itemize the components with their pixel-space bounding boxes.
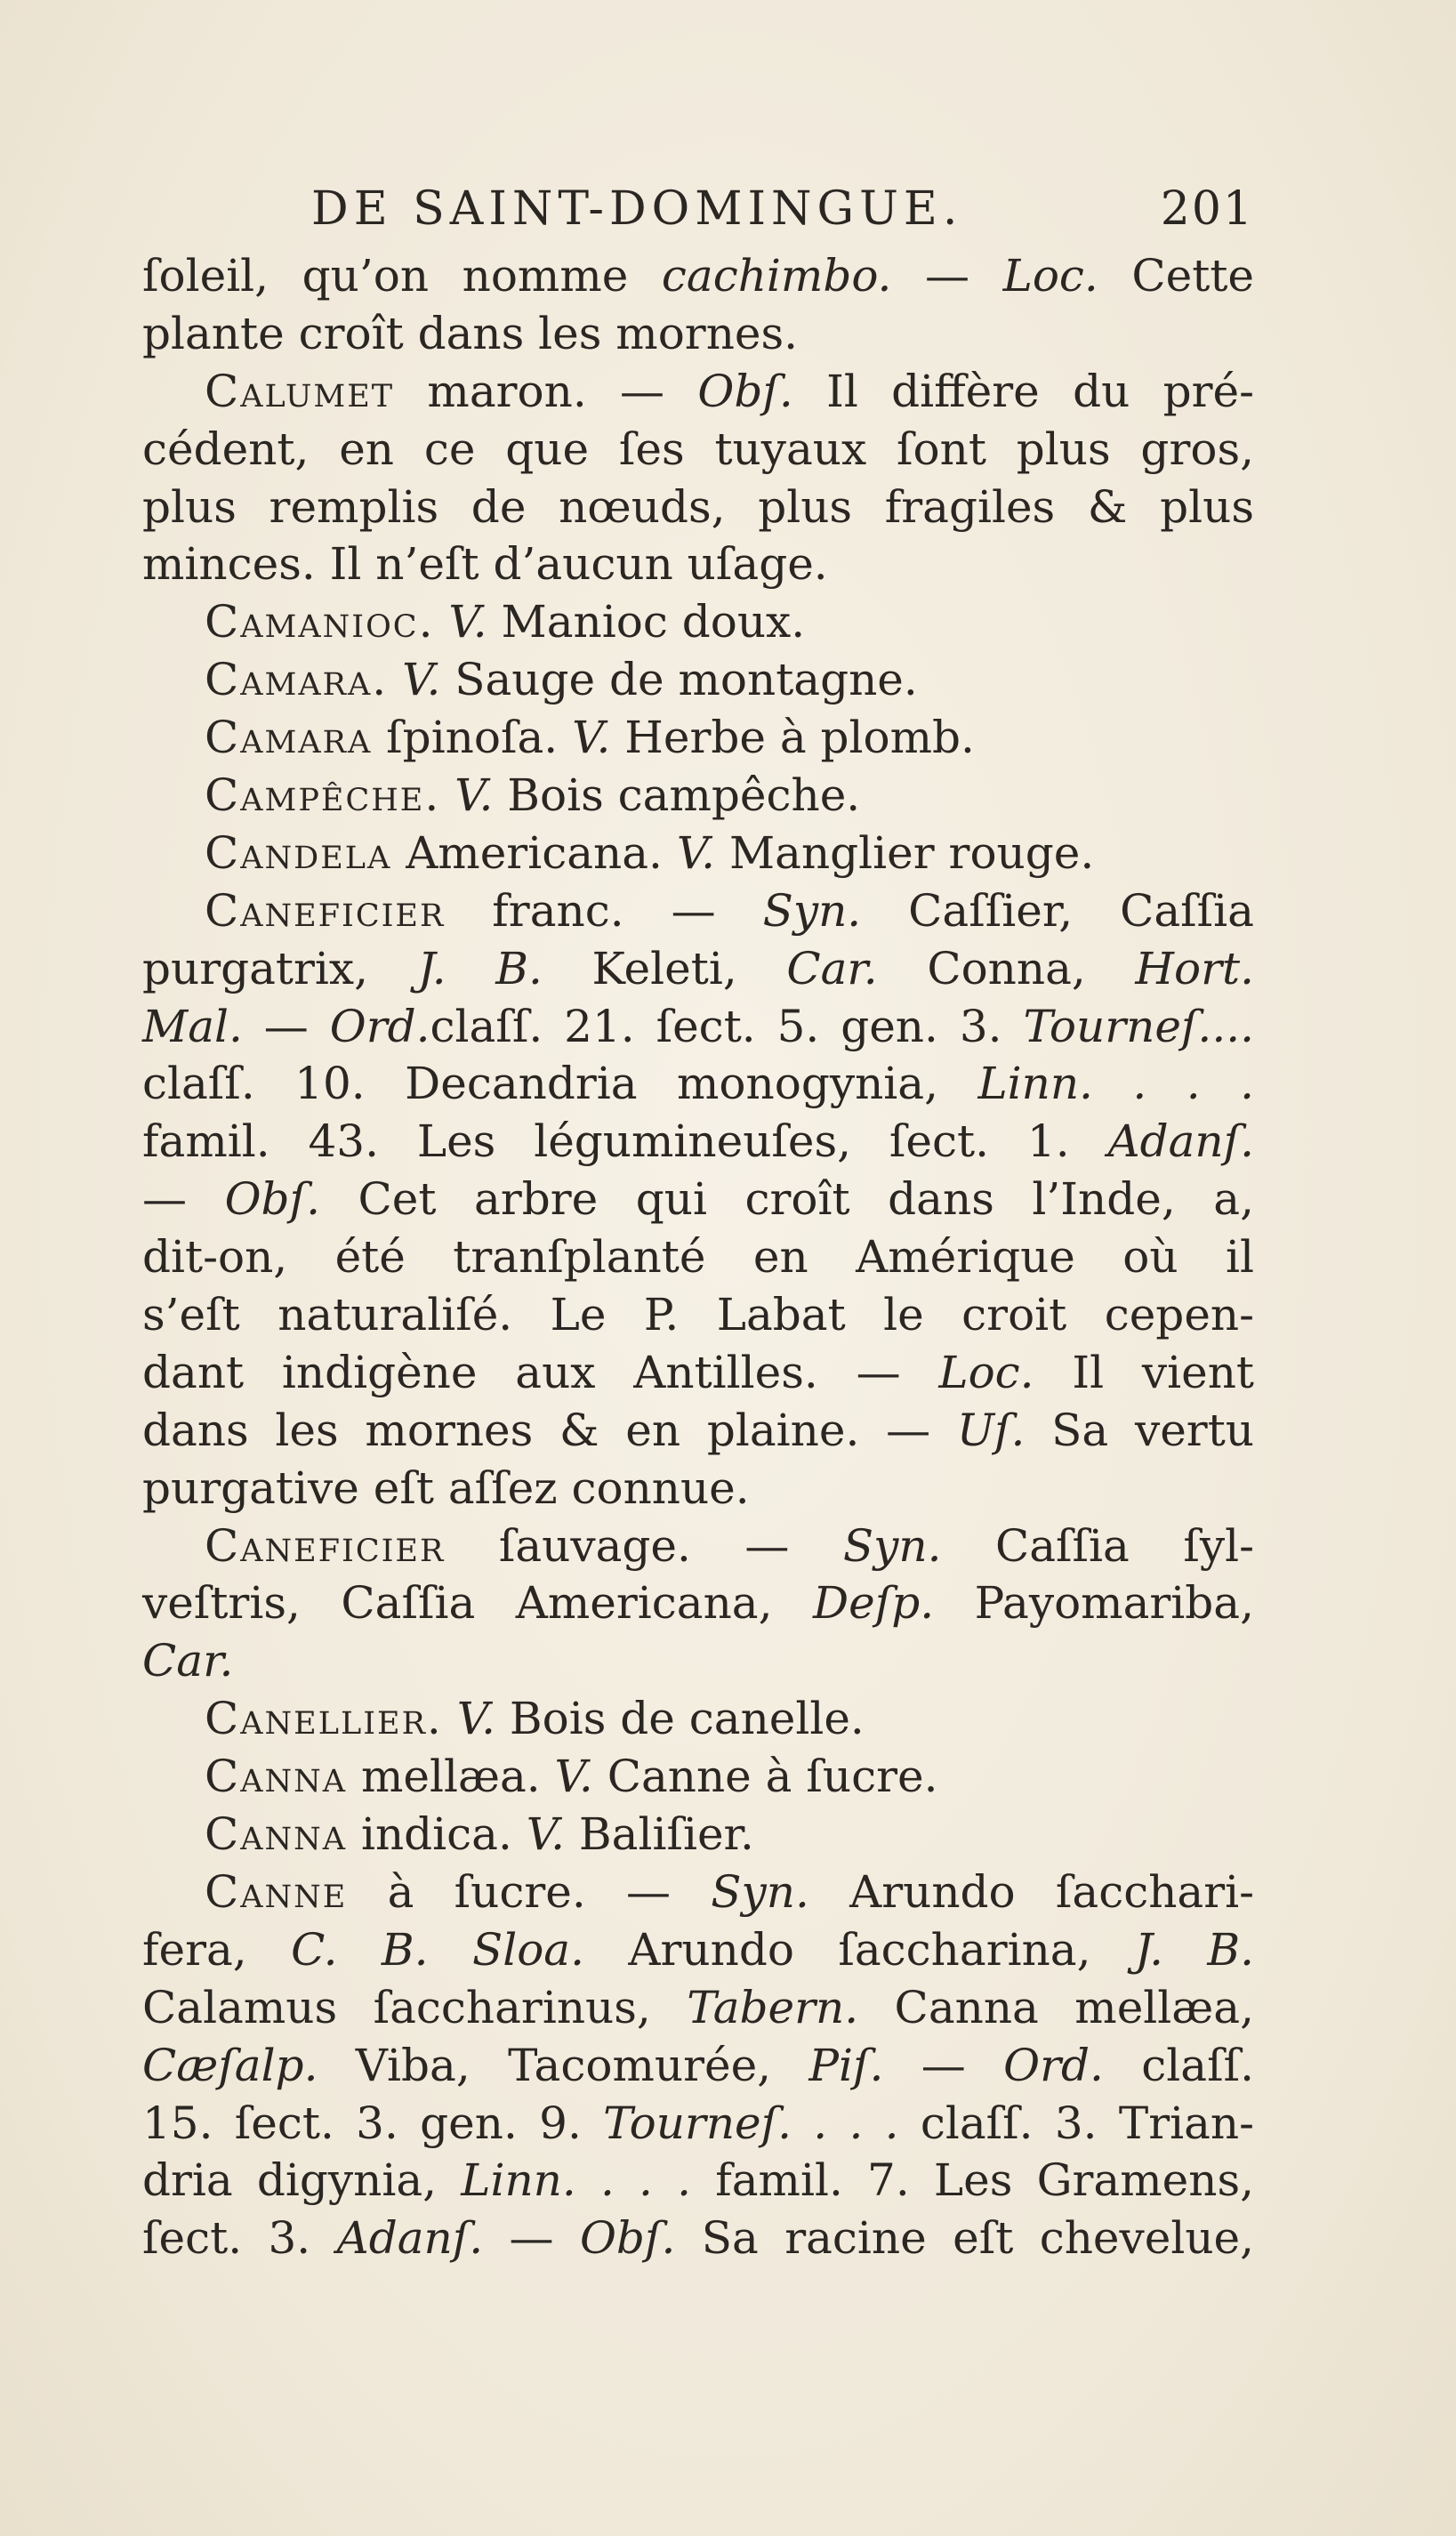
text-run: s’eſt naturaliſé. Le P. Labat le croit cepen-	[142, 1289, 1254, 1341]
text-run: ſoleil, qu’on nomme	[142, 250, 662, 302]
text-run: Canne à ſucre.	[592, 1751, 938, 1803]
text-run: Manioc doux.	[487, 596, 806, 648]
text-run	[443, 1693, 457, 1744]
text-run: indica.	[347, 1808, 527, 1861]
text-run: mellæa.	[347, 1751, 555, 1803]
text-run: Sa racine eſt chevelue,	[675, 2212, 1254, 2265]
text-run: Payomariba,	[934, 1577, 1254, 1630]
text-line	[142, 767, 1254, 825]
text-run: cédent, en ce que ſes tuyaux ſont plus gros,	[142, 423, 1254, 475]
text-run: —	[891, 250, 1003, 302]
text-run: Arundo ſaccharina,	[584, 1923, 1135, 1976]
text-line	[142, 1113, 1254, 1171]
entry-term: Canna	[205, 1751, 348, 1803]
italic-text: V.	[456, 1693, 495, 1745]
text-line	[142, 247, 1254, 305]
text-run: ſect. 3.	[142, 2212, 337, 2265]
body-text	[142, 247, 1254, 2267]
italic-text: Car.	[786, 942, 878, 994]
text-run: Baliſier.	[565, 1808, 754, 1861]
text-run: à ſucre. —	[347, 1865, 712, 1918]
text-line	[142, 1286, 1254, 1344]
italic-text: Tourneſ....	[1023, 1000, 1254, 1052]
text-run: Arundo ſacchari-	[808, 1865, 1254, 1918]
text-run	[434, 596, 448, 648]
page-number: 201	[1160, 182, 1254, 236]
entry-term: Candela	[205, 826, 392, 879]
italic-text: Ord.	[329, 1000, 430, 1052]
text-line	[142, 1748, 1254, 1806]
entry-term: Camanioc.	[205, 596, 435, 648]
text-run: purgative eſt aſſez connue.	[142, 1461, 750, 1514]
text-run: Keleti,	[542, 942, 787, 994]
text-line	[142, 363, 1254, 421]
italic-text: Adanſ.	[1107, 1115, 1254, 1168]
italic-text: Obſ.	[697, 365, 793, 417]
italic-text: Syn.	[762, 884, 862, 937]
italic-text: C. B. Sloa.	[291, 1923, 585, 1976]
italic-text: Car.	[142, 1635, 234, 1687]
text-run: Cet arbre qui croît dans l’Inde, a,	[319, 1173, 1254, 1226]
text-run: Herbe à plomb.	[610, 712, 975, 764]
text-run: Manglier rouge.	[715, 826, 1095, 879]
italic-text: V.	[554, 1751, 593, 1803]
text-line	[142, 1574, 1254, 1632]
italic-text: J. B.	[1134, 1923, 1255, 1976]
text-run: Cette	[1098, 250, 1255, 302]
italic-text: V.	[448, 596, 487, 648]
text-run: Sa vertu	[1025, 1404, 1254, 1456]
text-line	[142, 2037, 1254, 2095]
text-line	[142, 1806, 1254, 1864]
entry-term: Calumet	[205, 365, 395, 417]
text-line	[142, 2095, 1254, 2153]
text-line	[142, 1055, 1254, 1113]
text-run: dans les mornes & en plaine. —	[142, 1404, 957, 1456]
entry-term: Caneficier	[205, 1519, 446, 1572]
text-run: claſſ.	[1103, 2039, 1254, 2091]
text-run: —	[483, 2212, 580, 2265]
text-run: —	[883, 2039, 1004, 2091]
text-line	[142, 479, 1254, 536]
text-run: —	[142, 1173, 225, 1226]
text-run: Viba, Tacomurée,	[318, 2039, 809, 2091]
italic-text: cachimbo.	[661, 250, 892, 302]
text-run: Americana.	[391, 826, 677, 879]
text-line	[142, 2210, 1254, 2267]
text-run: Bois campêche.	[493, 769, 861, 822]
entry-term: Campêche.	[205, 769, 441, 822]
italic-text: J. B.	[417, 942, 543, 994]
text-run: fera,	[142, 1923, 292, 1976]
italic-text: V.	[402, 654, 441, 706]
text-line	[142, 1979, 1254, 2037]
text-run	[440, 769, 454, 821]
text-line	[142, 1460, 1254, 1518]
text-run: Il diffère du pré-	[792, 365, 1254, 417]
running-title: DE SAINT-DOMINGUE.	[311, 182, 963, 236]
entry-term: Camara.	[205, 654, 389, 706]
text-run: Caſſia ſyl-	[941, 1519, 1254, 1572]
text-line	[142, 305, 1254, 363]
text-line	[142, 882, 1254, 940]
text-run: dit-on, été tranſplanté en Amérique où il	[142, 1231, 1254, 1284]
text-line	[142, 1228, 1254, 1286]
text-run: purgatrix,	[142, 942, 418, 994]
text-line	[142, 1921, 1254, 1979]
text-run: Canna mellæa,	[858, 1981, 1254, 2033]
text-run: plus remplis de nœuds, plus fragiles & plus	[142, 480, 1254, 533]
text-line	[142, 593, 1254, 651]
text-line	[142, 1632, 1254, 1690]
italic-text: Mal.	[142, 1000, 243, 1052]
italic-text: Adanſ.	[336, 2212, 484, 2265]
italic-text: Tourneſ. . . .	[603, 2097, 899, 2149]
text-line	[142, 998, 1254, 1056]
italic-text: Uſ.	[956, 1404, 1026, 1456]
text-run: ſpinoſa.	[372, 712, 573, 764]
italic-text: Piſ.	[808, 2039, 884, 2091]
text-run: famil. 43. Les légumineuſes, ſect. 1.	[142, 1115, 1108, 1168]
text-line	[142, 2152, 1254, 2210]
entry-term: Camara	[205, 712, 373, 764]
text-line	[142, 1402, 1254, 1460]
italic-text: Syn.	[711, 1865, 809, 1918]
text-run: —	[242, 1000, 330, 1052]
text-line	[142, 651, 1254, 709]
text-line	[142, 421, 1254, 479]
text-line	[142, 1864, 1254, 1921]
italic-text: V.	[454, 769, 494, 822]
text-run: Conna,	[877, 942, 1136, 994]
text-run: maron. —	[394, 365, 698, 417]
text-run: veſtris, Caſſia Americana,	[142, 1577, 814, 1630]
text-run: franc. —	[445, 884, 763, 937]
italic-text: Cæſalp.	[142, 2039, 318, 2091]
italic-text: Hort.	[1135, 942, 1254, 994]
text-run: dant indigène aux Antilles. —	[142, 1346, 939, 1398]
text-line	[142, 1690, 1254, 1748]
italic-text: Obſ.	[579, 2212, 676, 2265]
italic-text: Linn. . . .	[977, 1058, 1255, 1110]
text-run: Calamus ſaccharinus,	[142, 1981, 688, 2033]
text-line	[142, 535, 1254, 593]
text-run: 15. ſect. 3. gen. 9.	[142, 2097, 604, 2149]
text-run: plante croît dans les mornes.	[142, 307, 799, 359]
italic-text: Loc.	[1002, 250, 1098, 302]
italic-text: Deſp.	[813, 1577, 935, 1630]
italic-text: Syn.	[842, 1519, 942, 1572]
text-line	[142, 940, 1254, 998]
text-run: Il vient	[1034, 1346, 1255, 1398]
italic-text: V.	[572, 712, 611, 764]
text-run: claſſ. 21. ſect. 5. gen. 3.	[430, 1000, 1024, 1052]
text-run: Bois de canelle.	[495, 1693, 865, 1745]
entry-term: Canne	[205, 1865, 348, 1918]
text-line	[142, 825, 1254, 882]
italic-text: Tabern.	[687, 1981, 859, 2033]
italic-text: V.	[676, 826, 716, 879]
text-run: Sauge de montagne.	[440, 654, 918, 706]
italic-text: Obſ.	[224, 1173, 320, 1226]
italic-text: Linn. . . .	[461, 2154, 692, 2207]
text-run: dria digynia,	[142, 2154, 462, 2207]
entry-term: Canellier.	[205, 1693, 443, 1745]
entry-term: Caneficier	[205, 884, 446, 937]
text-run	[388, 654, 402, 705]
text-run: famil. 7. Les Gramens,	[691, 2154, 1254, 2207]
entry-term: Canna	[205, 1808, 348, 1861]
text-line	[142, 1344, 1254, 1402]
text-line	[142, 1518, 1254, 1575]
running-header	[294, 182, 1254, 245]
text-run: minces. Il n’eſt d’aucun uſage.	[142, 538, 828, 591]
text-run: claſſ. 10. Decandria monogynia,	[142, 1058, 978, 1110]
text-line	[142, 709, 1254, 767]
text-line	[142, 1171, 1254, 1228]
text-run: Caſſier, Caſſia	[861, 884, 1254, 937]
text-run: ſauvage. —	[445, 1519, 843, 1572]
italic-text: V.	[526, 1808, 566, 1861]
italic-text: Ord.	[1003, 2039, 1104, 2091]
text-run: claſſ. 3. Trian-	[898, 2097, 1255, 2149]
italic-text: Loc.	[938, 1346, 1034, 1398]
